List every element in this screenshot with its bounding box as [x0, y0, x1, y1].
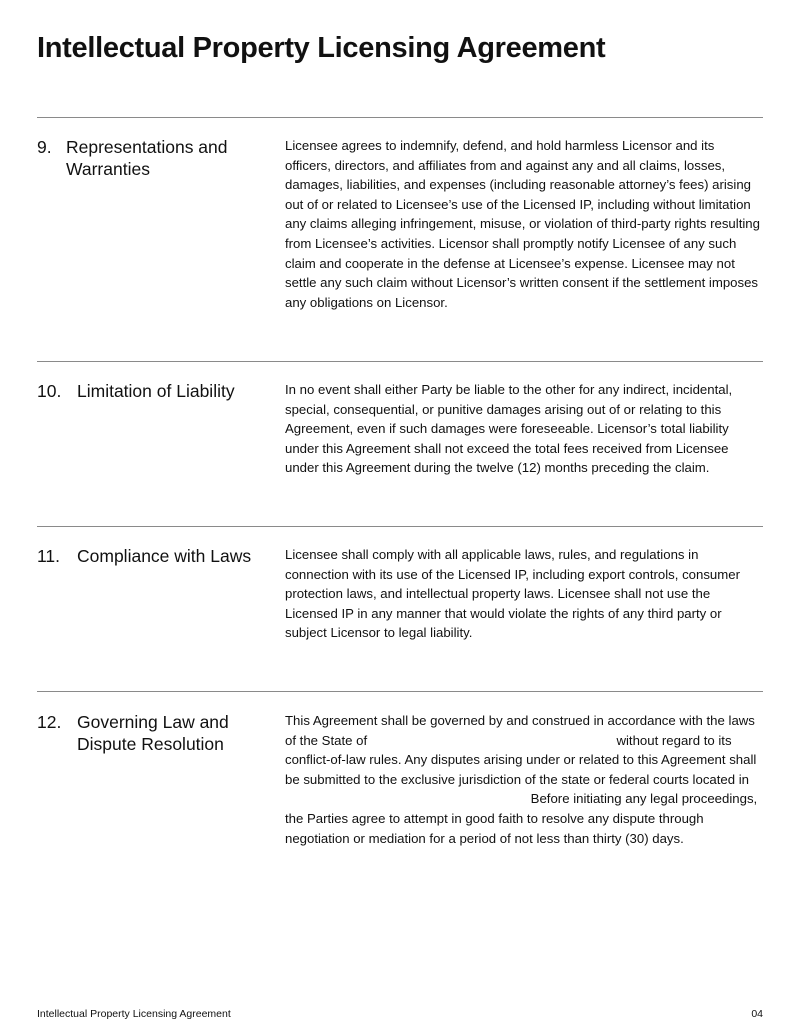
- blank-location-field: [285, 795, 527, 809]
- section-number: 11.: [37, 546, 61, 566]
- section-number: 10.: [37, 381, 62, 401]
- body-text-part: This Agreement shall be governed by and construed in accordance with the laws of the State of: [285, 713, 755, 748]
- section-divider: [37, 361, 763, 362]
- footer-document-title: Intellectual Property Licensing Agreement: [37, 1008, 231, 1020]
- section-divider: [37, 526, 763, 527]
- section-divider: [37, 117, 763, 118]
- section-body: Licensee shall comply with all applicable laws, rules, and regulations in connection with its use of the Licensed IP, including export controls, consumer protection laws, and intellectual property laws. Licensee shall not use the Licensed IP in any manner that would violate the rights of any third party or subject Licensor to legal liability.: [285, 547, 740, 641]
- blank-state-field: [371, 736, 613, 750]
- section-title: Limitation of Liability: [77, 381, 235, 401]
- section-number: 9.: [37, 137, 52, 157]
- page-title: Intellectual Property Licensing Agreement: [37, 32, 606, 64]
- section-divider: [37, 691, 763, 692]
- section-title: Compliance with Laws: [77, 546, 252, 566]
- body-text-part: without regard to its conflict-of-law rules. Any disputes arising under or related to this Agreement shall be submitted to the exclusive jurisdiction of the state or federal courts located in: [285, 732, 757, 787]
- section-body: [285, 711, 763, 848]
- section-body: Licensee agrees to indemnify, defend, and hold harmless Licensor and its officers, directors, and affiliates from and against any and all claims, losses, damages, liabilities, and expenses (including reasonable attorney’s fees) arising out of or related to Licensee’s use of the Licensed IP, including without limitation any claims alleging infringement, misuse, or violation of third-party rights resulting from Licensee’s activities. Licensor shall promptly notify Licensee of any such claim and cooperate in the defense at Licensee’s expense. Licensee may not settle any such claim without Licensor’s written consent if the settlement imposes any obligations on Licensor.: [285, 138, 760, 310]
- section-number: 12.: [37, 712, 62, 732]
- section-title: Governing Law and Dispute Resolution: [77, 712, 229, 754]
- footer-page-number: 04: [751, 1008, 763, 1020]
- section-title: Representations and Warranties: [66, 137, 228, 179]
- body-text-part: Before initiating any legal proceedings, the Parties agree to attempt in good faith to resolve any dispute through negotiation or mediation for a period of not less than thirty (30) days.: [285, 791, 758, 846]
- section-body: In no event shall either Party be liable to the other for any indirect, incidental, special, consequential, or punitive damages arising out of or relating to this Agreement, even if such damages were foreseeable. Licensor’s total liability under this Agreement shall not exceed the total fees received from Licensee under this Agreement during the twelve (12) months preceding the claim.: [285, 382, 733, 476]
